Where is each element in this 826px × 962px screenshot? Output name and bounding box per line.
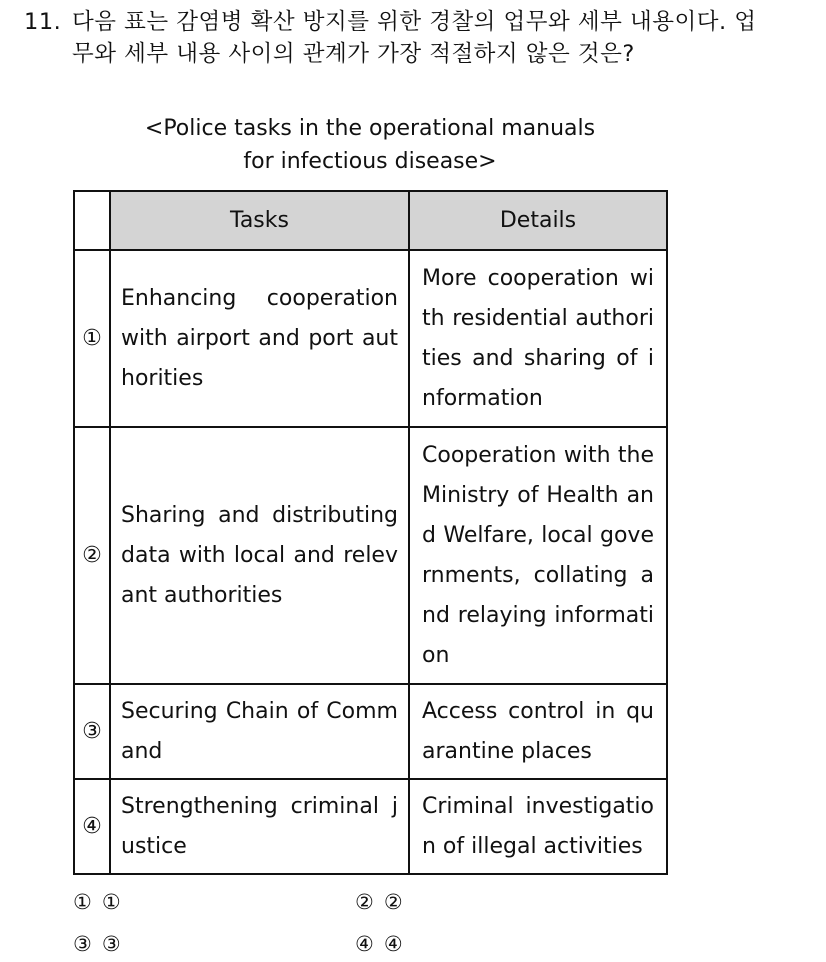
header-num bbox=[74, 191, 110, 250]
row-detail: Access control in quarantine places bbox=[409, 684, 667, 779]
table-caption: <Police tasks in the operational manuals for infectious disease> bbox=[144, 116, 596, 174]
row-task: Securing Chain of Command bbox=[110, 684, 409, 779]
row-number: ④ bbox=[74, 779, 110, 874]
row-detail: Criminal investigation of illegal activities bbox=[409, 779, 667, 874]
row-task: Enhancing cooperation with airport and port authorities bbox=[110, 250, 409, 427]
answer-choice-3[interactable] bbox=[73, 930, 121, 958]
answer-choice-2[interactable] bbox=[355, 888, 403, 916]
row-task: Strengthening criminal justice bbox=[110, 779, 409, 874]
choice-mark: ④ bbox=[355, 932, 374, 956]
choice-mark: ① bbox=[73, 890, 92, 914]
row-number: ① bbox=[74, 250, 110, 427]
row-detail: More cooperation with residential authorities and sharing of information bbox=[409, 250, 667, 427]
choice-label: ② bbox=[383, 890, 403, 914]
tasks-table bbox=[73, 190, 668, 875]
table-row bbox=[74, 427, 667, 684]
choice-label: ④ bbox=[383, 932, 403, 956]
row-detail: Cooperation with the Ministry of Health and Welfare, local governments, collating and relaying information bbox=[409, 427, 667, 684]
choice-label: ③ bbox=[101, 932, 121, 956]
header-details: Details bbox=[409, 191, 667, 250]
choice-label: ① bbox=[101, 890, 121, 914]
row-number: ③ bbox=[74, 684, 110, 779]
question-number: 11. bbox=[24, 9, 62, 35]
answer-choice-1[interactable] bbox=[73, 888, 121, 916]
choice-mark: ③ bbox=[73, 932, 92, 956]
answer-choice-4[interactable] bbox=[355, 930, 403, 958]
question-text: 다음 표는 감염병 확산 방지를 위한 경찰의 업무와 세부 내용이다. 업무와 세부 내용 사이의 관계가 가장 적절하지 않은 것은? bbox=[72, 9, 757, 67]
table-row bbox=[74, 684, 667, 779]
row-task: Sharing and distributing data with local and relevant authorities bbox=[110, 427, 409, 684]
header-tasks: Tasks bbox=[110, 191, 409, 250]
choice-mark: ② bbox=[355, 890, 374, 914]
row-number: ② bbox=[74, 427, 110, 684]
table-header-row bbox=[74, 191, 667, 250]
table-row bbox=[74, 250, 667, 427]
table-row bbox=[74, 779, 667, 874]
